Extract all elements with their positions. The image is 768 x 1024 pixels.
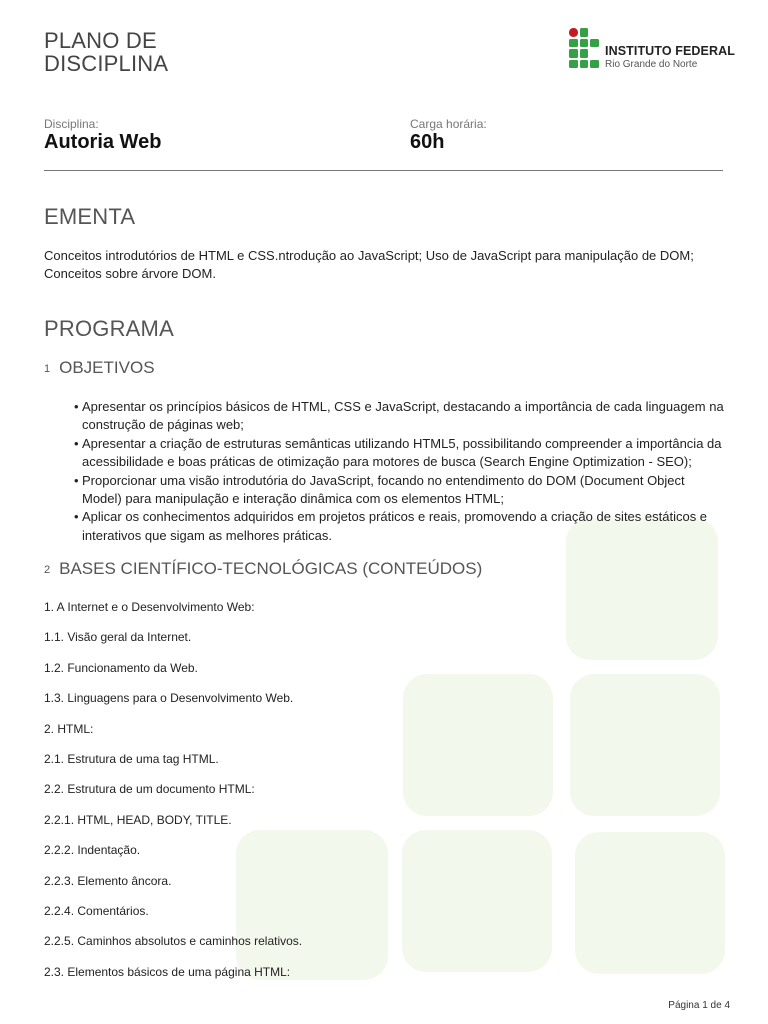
watermark-square [403, 674, 553, 816]
carga-horaria-label: Carga horária: [410, 117, 487, 131]
list-item: 1. A Internet e o Desenvolvimento Web: [44, 600, 255, 614]
header-divider [44, 170, 723, 171]
title-line-1: PLANO DE [44, 28, 157, 53]
list-item: 2.3. Elementos básicos de uma página HTML: [44, 964, 291, 979]
list-item: • Proporcionar uma visão introdutória do JavaScript, focando no entendimento do DOM (Document Object Model) para manipulação e interação dinâmica com os elementos HTML; [74, 472, 724, 509]
bases-heading [44, 559, 482, 579]
ementa-text: Conceitos introdutórios de HTML e CSS.ntrodução ao JavaScript; Uso de JavaScript para manipulação de DOM; Conceitos sobre árvore DOM. [44, 248, 694, 281]
logo-name: INSTITUTO FEDERAL [605, 44, 735, 58]
list-item: • Apresentar os princípios básicos de HTML, CSS e JavaScript, destacando a importância de cada linguagem na construção de páginas web; [74, 398, 724, 435]
watermark-square [575, 832, 725, 974]
list-item: 2. HTML: [44, 721, 94, 736]
programa-heading: PROGRAMA [44, 316, 174, 341]
page-title [44, 29, 168, 75]
disciplina-value: Autoria Web [44, 131, 162, 153]
title-line-2: DISCIPLINA [44, 51, 169, 76]
section-number: 2 [44, 564, 51, 576]
logo-mark-icon [569, 28, 601, 68]
list-item: 2.2.4. Comentários. [44, 903, 149, 918]
list-item: • Aplicar os conhecimentos adquiridos em projetos práticos e reais, promovendo a criação de sites estáticos e interativos que sigam as melhores práticas. [74, 508, 724, 545]
list-item: 2.2.2. Indentação. [44, 843, 141, 858]
carga-horaria-value: 60h [410, 131, 445, 153]
conteudos-list [44, 599, 302, 994]
list-item: 2.2.5. Caminhos absolutos e caminhos relativos. [44, 934, 303, 949]
disciplina-label: Disciplina: [44, 117, 99, 131]
objetivos-list [74, 398, 724, 545]
page-number: Página 1 de 4 [668, 1000, 730, 1011]
institution-logo [569, 28, 749, 72]
section-title: BASES CIENTÍFICO-TECNOLÓGICAS (CONTEÚDOS) [59, 559, 483, 578]
list-item: • Apresentar a criação de estruturas semânticas utilizando HTML5, possibilitando compreender a importância da acessibilidade e boas práticas de otimização para motores de busca (Search Engine Optimization - SEO); [74, 435, 724, 472]
list-item: 1.1. Visão geral da Internet. [44, 630, 192, 645]
list-item: 2.2. Estrutura de um documento HTML: [44, 782, 255, 797]
list-item: 1.3. Linguagens para o Desenvolvimento Web. [44, 691, 294, 706]
watermark-square [570, 674, 720, 816]
list-item: 2.2.1. HTML, HEAD, BODY, TITLE. [44, 812, 232, 827]
ementa-heading: EMENTA [44, 204, 136, 229]
list-item: 2.2.3. Elemento âncora. [44, 873, 172, 888]
list-item: 1.2. Funcionamento da Web. [44, 660, 198, 675]
list-item: 2.1. Estrutura de uma tag HTML. [44, 751, 219, 766]
logo-campus: Rio Grande do Norte [605, 59, 698, 70]
watermark-square [402, 830, 552, 972]
section-title: OBJETIVOS [59, 358, 155, 377]
section-number: 1 [44, 363, 51, 375]
objetivos-heading [44, 358, 155, 378]
